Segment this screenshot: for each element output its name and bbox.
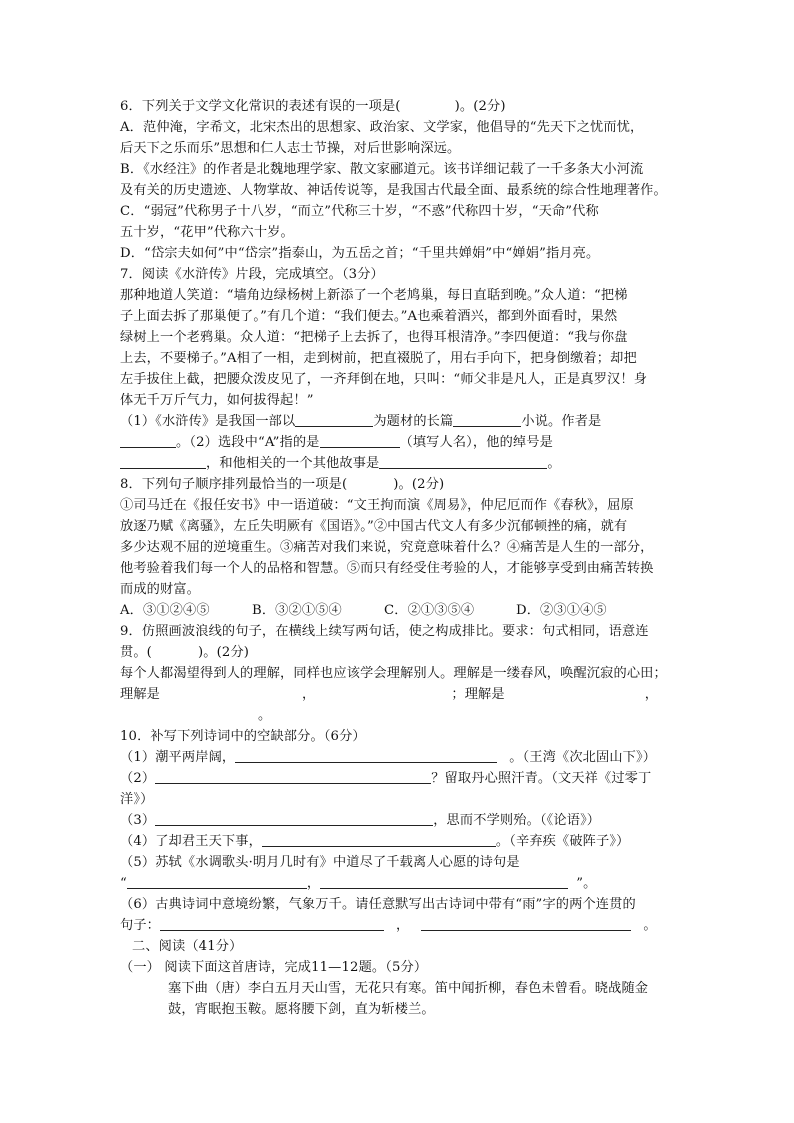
q8-option-d[interactable]: D．②③①④⑤: [516, 603, 607, 618]
q8-title: 8．下列句子顺序排列最恰当的一项是( )。(2分): [120, 477, 445, 492]
q6-option-b-line2: 及有关的历史遗迹、人物掌故、神话传说等，是我国古代最全面、最系统的综合性地理著作。: [120, 183, 667, 198]
q10-blank-3[interactable]: [155, 810, 433, 826]
q10-blank-5a[interactable]: [127, 873, 307, 889]
q7-passage-line: 上去，不要梯子。”A相了一相，走到树前，把直裰脱了，用右手向下，把身倒缴着；却把: [120, 351, 637, 366]
q10-blank-5b[interactable]: [320, 873, 568, 889]
q6-option-d: D．“岱宗夫如何”中“岱宗”指泰山，为五岳之首；“千里共婵娟”中“婵娟”指月亮。: [120, 246, 600, 261]
q6-option-a-line1: A．范仲淹，字希文，北宋杰出的思想家、政治家、文学家，他倡导的“先天下之忧而忧，: [120, 120, 644, 135]
q7-title: 7．阅读《水浒传》片段，完成填空。（3分）: [120, 267, 384, 282]
q7-blank-name[interactable]: [320, 432, 400, 448]
q7-fill-line1: （1）《水浒传》是我国一部以 为题材的长篇 小说。作者是: [120, 411, 601, 432]
q6-option-c-line2: 五十岁，“花甲”代称六十岁。: [120, 225, 294, 240]
q7-fill-line2: 。（2）选段中“A”指的是 （填写人名），他的绰号是: [120, 432, 553, 453]
q7-passage-line: 绿树上一个老鸦巢。众人道：“把梯子上去拆了，也得耳根清净。”李四便道：“我与你盘: [120, 330, 628, 345]
q10-blank-6a[interactable]: [160, 915, 384, 931]
q7-passage-line: 体无千万斤气力，如何拔得起！”: [120, 393, 314, 408]
poem-line-2: 鼓，宵眠抱玉鞍。愿将腰下剑，直为斩楼兰。: [168, 1002, 435, 1017]
q10-title: 10．补写下列诗词中的空缺部分。（6分）: [120, 729, 366, 744]
q7-blank-story[interactable]: [379, 453, 547, 469]
q10-item-2: （2） ？留取丹心照汗青。（文天祥《过零丁: [120, 768, 651, 789]
q9-answer-line: 理解是 ， ；理解是 ，: [120, 687, 659, 702]
q8-option-c[interactable]: C．②①③⑤④: [384, 603, 475, 618]
q9-prompt: 每个人都渴望得到人的理解，同样也应该学会理解别人。理解是一缕春风，唤醒沉寂的心田；: [120, 666, 667, 681]
q10-blank-2[interactable]: [155, 768, 431, 784]
q10-item-1: （1）潮平两岸阔， 。（王湾《次北固山下》）: [120, 747, 656, 768]
q9-period: 。: [258, 708, 272, 723]
q7-blank-genre[interactable]: [453, 411, 521, 427]
q6-option-c-line1: C．“弱冠”代称男子十八岁，“而立”代称三十岁，“不惑”代称四十岁，“天命”代称: [120, 204, 599, 219]
q10-blank-4[interactable]: [262, 831, 496, 847]
q10-item-6-answer: 句子： ， 。: [120, 915, 657, 936]
q8-sentence-line: ①司马迁在《报任安书》中一语道破：“文王拘而演《周易》，仲尼厄而作《春秋》，屈原: [120, 498, 634, 513]
q6-option-a-line2: 后天下之乐而乐”思想和仁人志士节操，对后世影响深远。: [120, 141, 461, 156]
q10-item-4: （4）了却君王天下事， 。（辛弃疾《破阵子》）: [120, 831, 629, 852]
q7-fill-line3: ，和他相关的一个其他故事是 。: [120, 453, 561, 474]
q7-blank-nickname[interactable]: [120, 453, 206, 469]
q10-blank-6b[interactable]: [421, 915, 631, 931]
q9-title-line2: 贯。( )。(2分): [120, 645, 250, 660]
q8-sentence-line: 放逐乃赋《离骚》，左丘失明厥有《国语》。”②中国古代文人有多少沉郁顿挫的痛，就有: [120, 519, 628, 534]
poem-line-1: 塞下曲（唐）李白五月天山雪，无花只有寒。笛中闻折柳，春色未曾看。晓战随金: [168, 981, 649, 996]
q6-title: 6．下列关于文学文化常识的表述有误的一项是( )。(2分): [120, 99, 506, 114]
q7-passage-line: 子上面去拆了那巢便了。”有几个道：“我们便去。”A也乘着酒兴，都到外面看时，果然: [120, 309, 618, 324]
q10-item-5-answer: “ ， ”。: [120, 873, 596, 894]
q9-title-line1: 9．仿照画波浪线的句子，在横线上续写两句话，使之构成排比。要求：句式相同，语意连: [120, 624, 649, 639]
q7-blank-theme[interactable]: [295, 411, 373, 427]
q8-sentence-line: 多少达观不屈的逆境重生。③痛苦对我们来说，究竟意味着什么？④痛苦是人生的一部分，: [120, 540, 654, 555]
q7-passage-line: 那种地道人笑道：“墙角边绿杨树上新添了一个老鸠巢，每日直聒到晚。”众人道：“把梯: [120, 288, 628, 303]
q10-blank-1[interactable]: [235, 747, 497, 763]
q8-options: [120, 600, 648, 621]
q8-sentence-line: 他考验着我们每一个人的品格和智慧。⑤而只有经受住考验的人，才能够享受到由痛苦转换: [120, 561, 654, 576]
q10-item-3: （3） ，思而不学则殆。（《论语》）: [120, 810, 600, 831]
q8-option-b[interactable]: B．③②①⑤④: [252, 603, 342, 618]
q10-item-5: （5）苏轼《水调歌头·明月几时有》中道尽了千载离人心愿的诗句是: [120, 855, 520, 870]
q8-sentence-line: 而成的财富。: [120, 582, 201, 597]
q10-item-2-cont: 洋》）: [120, 792, 154, 807]
section-2-subheading: （一） 阅读下面这首唐诗，完成11—12题。（5分）: [120, 960, 428, 975]
q7-passage-line: 左手拔住上截，把腰众泼皮见了，一齐拜倒在地，只叫：“师父非是凡人，正是真罗汉！身: [120, 372, 648, 387]
q10-item-6: （6）古典诗词中意境纷繁，气象万千。请任意默写出古诗词中带有“雨”字的两个连贯的: [120, 897, 636, 912]
q8-option-a[interactable]: A．③①②④⑤: [120, 603, 210, 618]
q7-blank-author[interactable]: [120, 432, 176, 448]
section-2-heading: 二、阅读（41分）: [132, 939, 243, 954]
q6-option-b-line1: B．《水经注》的作者是北魏地理学家、散文家郦道元。该书详细记载了一千多条大小河流: [120, 162, 644, 177]
